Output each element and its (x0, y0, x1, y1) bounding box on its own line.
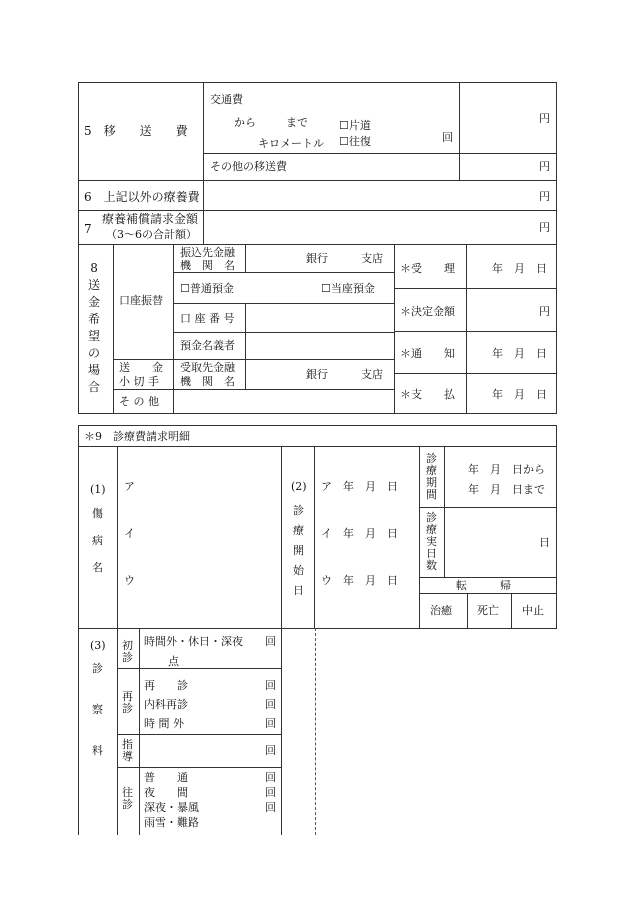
period-from: 年 月 日から (468, 463, 545, 476)
sec7-num: 7 (84, 222, 92, 236)
transport-from: から (234, 116, 256, 129)
shoshin-times: 回 (265, 635, 276, 648)
saishin-item-2: 内科再診 (144, 698, 188, 711)
b3-vertical-label: 診 察 料 (92, 662, 103, 757)
disease-i: イ (124, 527, 135, 540)
disease-a: ア (124, 480, 135, 493)
oneway-checkbox[interactable]: ☐片道 (339, 119, 371, 132)
soukin-label-2: 小 切 手 (119, 375, 159, 388)
oushin-times-3: 回 (265, 801, 276, 814)
start-date-u: ウ 年 月 日 (321, 574, 398, 587)
outcome-stopped: 中止 (522, 604, 544, 617)
days-unit: 日 (539, 536, 550, 549)
other-transport-label: その他の移送費 (210, 160, 287, 173)
period-to: 年 月 日まで (468, 483, 545, 496)
b2-num: (2) (291, 480, 307, 493)
soukin-label-1: 送 金 (119, 361, 163, 374)
start-date-i: イ 年 月 日 (321, 527, 398, 540)
juri-date: 年 月 日 (492, 262, 547, 275)
b1-vertical-label: 傷 病 名 (92, 507, 103, 574)
other-transport-yen: 円 (539, 160, 550, 173)
shoshin-line1: 時間外・休日・深夜 (144, 635, 243, 648)
recv-bank-label-1: 受取先金融 (180, 361, 235, 374)
tsuchi-label: ＊通 知 (400, 347, 455, 360)
bank-label-1: 振込先金融 (180, 246, 235, 259)
sec7-label: 療養補償請求金額 (102, 212, 199, 226)
tsuchi-date: 年 月 日 (492, 347, 547, 360)
sec7-sub: （3〜6の合計額） (106, 228, 197, 241)
account-number-label: 口 座 番 号 (180, 312, 235, 325)
kettei-yen: 円 (539, 305, 550, 318)
shido-vertical-label: 指 導 (122, 738, 133, 763)
oushin-item-3: 深夜・暴風 (144, 801, 199, 814)
b1-num: (1) (90, 483, 106, 496)
kouza-furikae: 口座振替 (119, 294, 163, 307)
recv-bank-label-2: 機 関 名 (180, 375, 235, 388)
oushin-item-1: 普 通 (144, 771, 188, 784)
saishin-times-3: 回 (265, 717, 276, 730)
sec8-vertical-label: 8 送 金 希 望 の 場 合 (88, 261, 101, 394)
outcome-death: 死亡 (477, 604, 499, 617)
transport-km: キロメートル (258, 137, 324, 150)
shiharai-label: ＊支 払 (400, 388, 455, 401)
sec5-label: 5 移 送 費 (84, 124, 188, 138)
saishin-times-1: 回 (265, 679, 276, 692)
saishin-times-2: 回 (265, 698, 276, 711)
transport-times: 回 (442, 131, 453, 144)
disease-u: ウ (124, 574, 135, 587)
account-name-label: 預金名義者 (180, 339, 235, 352)
outcome-cured: 治癒 (430, 604, 452, 617)
shoshin-vertical-label: 初 診 (122, 639, 133, 664)
toza-checkbox[interactable]: ☐当座預金 (321, 282, 375, 295)
saishin-item-1: 再 診 (144, 679, 188, 692)
oushin-times-2: 回 (265, 786, 276, 799)
juri-label: ＊受 理 (400, 262, 455, 275)
oushin-times-1: 回 (265, 771, 276, 784)
start-date-a: ア 年 月 日 (321, 480, 398, 493)
oushin-item-4: 雨雪・難路 (144, 816, 199, 829)
transport-title: 交通費 (210, 93, 243, 106)
oushin-item-2: 夜 間 (144, 786, 188, 799)
bank-branch: 銀行 支店 (306, 252, 383, 265)
b3-num: (3) (90, 639, 106, 652)
transport-to: まで (286, 116, 308, 129)
kettei-label: ＊決定金額 (400, 305, 455, 318)
sec9-title: ＊9 診療費請求明細 (84, 430, 190, 443)
sonota-label: そ の 他 (119, 395, 159, 408)
recv-bank-branch: 銀行 支店 (306, 368, 383, 381)
sec6-yen: 円 (539, 190, 550, 203)
shoshin-line2: 点 (168, 655, 179, 668)
tenki-label: 転 帰 (456, 579, 511, 592)
shido-times: 回 (265, 744, 276, 757)
saishin-vertical-label: 再 診 (122, 690, 133, 715)
saishin-item-3: 時 間 外 (144, 717, 184, 730)
roundtrip-checkbox[interactable]: ☐往復 (339, 135, 371, 148)
b2-vertical-label: 診 療 開 始 日 (293, 504, 304, 597)
shiharai-date: 年 月 日 (492, 388, 547, 401)
transport-yen: 円 (539, 112, 550, 125)
sec7-yen: 円 (539, 221, 550, 234)
period-vertical-label: 診 療 期 間 (426, 452, 437, 501)
futsu-checkbox[interactable]: ☐普通預金 (180, 282, 234, 295)
oushin-vertical-label: 往 診 (122, 786, 133, 811)
sec6-label: 6 上記以外の療養費 (84, 190, 200, 204)
bank-label-2: 機 関 名 (180, 259, 235, 272)
days-vertical-label: 診 療 実 日 数 (426, 511, 437, 572)
